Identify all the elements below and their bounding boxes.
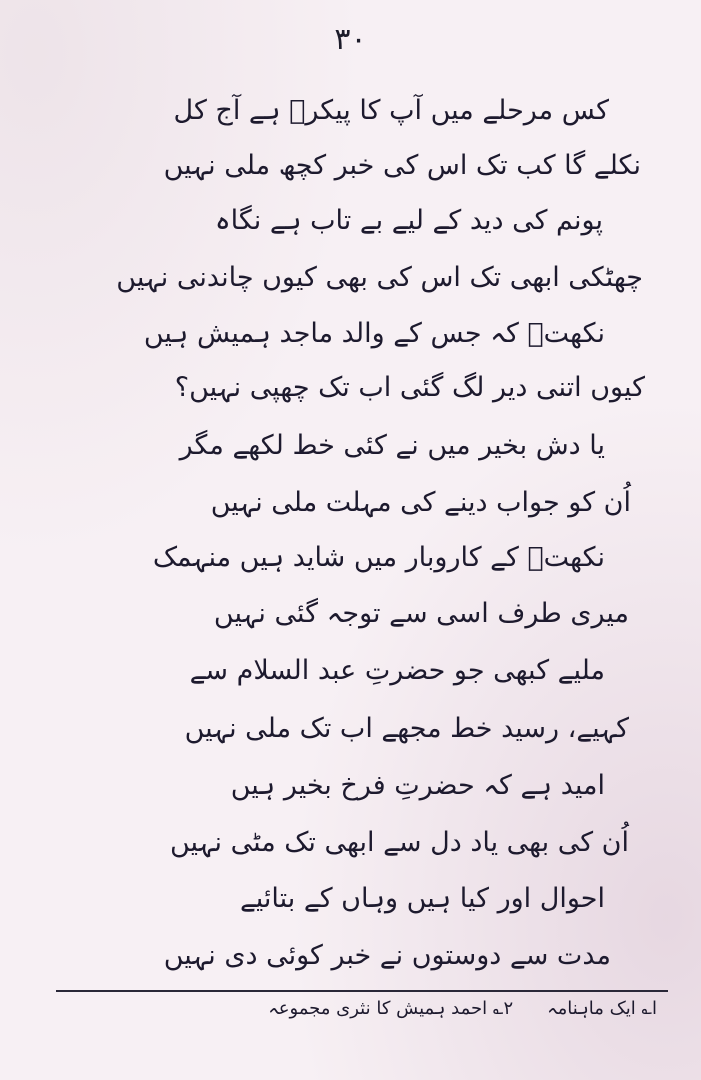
- verse-line: اُن کو جواب دینے کی مہلت ملی نہیں: [210, 487, 631, 518]
- verse-line: یا دش بخیر میں نے کئی خط لکھے مگر: [179, 430, 605, 461]
- verse-line: نکھتؔ کہ جس کے والد ماجد ہمیش ہیں: [143, 318, 605, 349]
- verse-line: ملیے کبھی جو حضرتِ عبد السلام سے: [189, 655, 605, 686]
- footnote-1: ا؎ ایک ماہنامہ: [547, 998, 657, 1019]
- verse-line: چھٹکی ابھی تک اس کی بھی کیوں چاندنی نہیں: [116, 262, 643, 293]
- verse-line: پونم کی دید کے لیے بے تاب ہے نگاہ: [214, 205, 603, 236]
- verse-line: نکلے گا کب تک اس کی خبر کچھ ملی نہیں: [163, 150, 641, 181]
- verse-line: کیوں اتنی دیر لگ گئی اب تک چھپی نہیں؟: [174, 372, 645, 403]
- verse-line: مدت سے دوستوں نے خبر کوئی دی نہیں: [163, 940, 611, 971]
- verse-line: کہیے، رسید خط مجھے اب تک ملی نہیں: [184, 713, 629, 744]
- page-number: ۳۰: [334, 22, 367, 57]
- footnotes: [57, 998, 657, 1019]
- footnote-divider: [56, 990, 668, 992]
- verse-line: اُن کی بھی یاد دل سے ابھی تک مٹی نہیں: [169, 827, 629, 858]
- verse-line: کس مرحلے میں آپ کا پیکرؔ ہے آج کل: [173, 95, 609, 126]
- verse-line: احوال اور کیا ہیں وہاں کے بتائیے: [239, 883, 605, 914]
- footnote-2: ۲؎ احمد ہمیش کا نثری مجموعہ: [268, 998, 514, 1019]
- verse-line: امید ہے کہ حضرتِ فرخ بخیر ہیں: [230, 770, 605, 801]
- verse-line: میری طرف اسی سے توجہ گئی نہیں: [213, 598, 629, 629]
- verse-line: نکھتؔ کے کاروبار میں شاید ہیں منہمک: [152, 542, 605, 573]
